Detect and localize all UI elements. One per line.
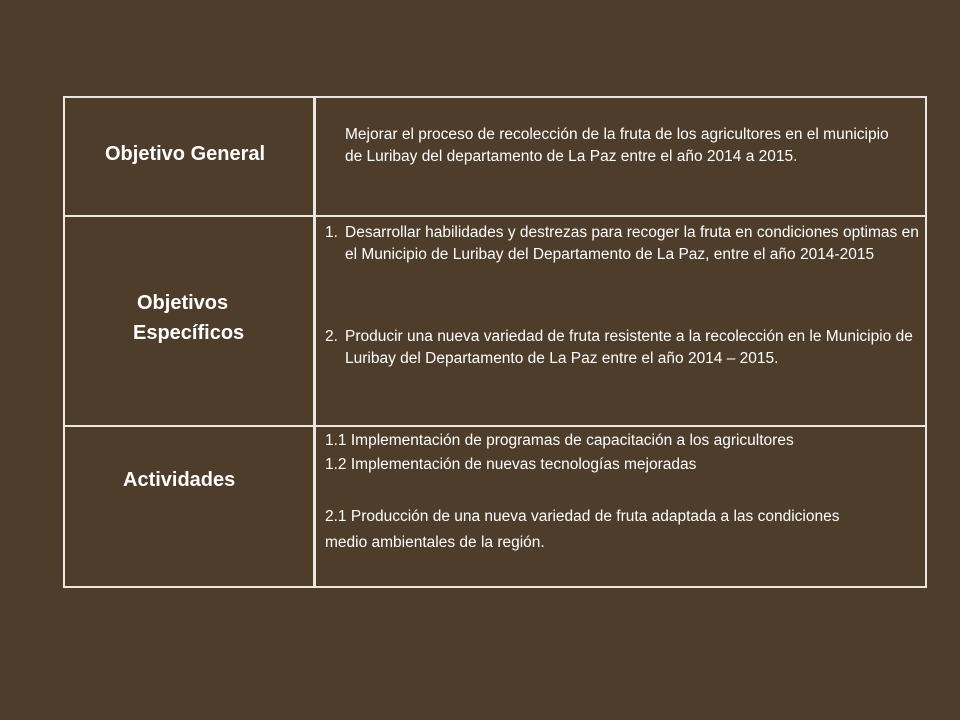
list-item — [325, 222, 923, 266]
list-item-text: Producir una nueva variedad de fruta resistente a la recolección en le Municipio de Luribay del Departamento de La Paz entre el año 2014 – 2015. — [345, 328, 913, 367]
label-objetivos-especificos — [65, 291, 313, 345]
label-line-2: Específicos — [133, 322, 245, 344]
row-divider-2 — [65, 425, 925, 427]
label-objetivo-general: Objetivo General — [105, 143, 266, 165]
list-item-number: 2. — [325, 328, 338, 345]
label-line-1: Objetivos — [137, 292, 229, 314]
objetivo-especifico-2 — [325, 326, 923, 370]
list-item-number: 1. — [325, 224, 338, 241]
objetivo-especifico-1 — [325, 222, 923, 266]
list-item — [325, 326, 923, 370]
row-divider-1 — [65, 215, 925, 217]
objetivo-general-text: Mejorar el proceso de recolección de la fruta de los agricultores en el municipio de Luribay del departamento de La Paz entre el año 2014 a 2015. — [345, 126, 889, 165]
actividad-1-2: 1.2 Implementación de nuevas tecnologías mejoradas — [325, 456, 697, 473]
actividad-1-1: 1.1 Implementación de programas de capacitación a los agricultores — [325, 432, 794, 449]
label-actividades: Actividades — [123, 469, 236, 491]
column-divider — [313, 98, 316, 586]
actividad-2-1: 2.1 Producción de una nueva variedad de fruta adaptada a las condiciones medio ambientales de la región. — [325, 508, 840, 551]
list-item-text: Desarrollar habilidades y destrezas para recoger la fruta en condiciones optimas en el Municipio de Luribay del Departamento de La Paz, entre el año 2014-2015 — [345, 224, 919, 263]
objectives-table — [63, 96, 927, 588]
